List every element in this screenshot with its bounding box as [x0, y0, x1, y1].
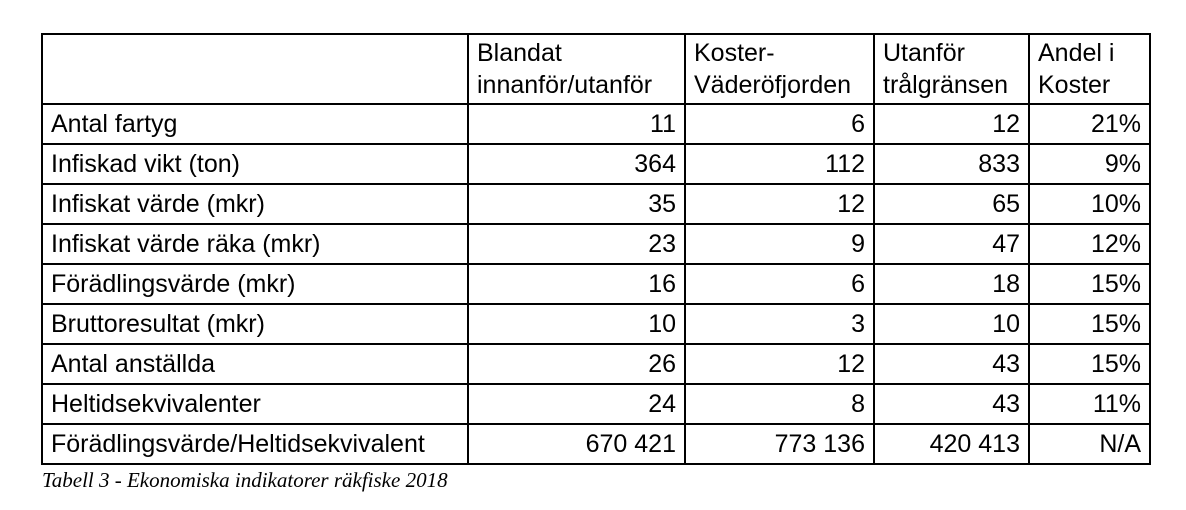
value-cell: 10 — [468, 304, 685, 344]
value-cell: 12 — [685, 184, 874, 224]
header-cell-koster — [685, 34, 874, 104]
value-cell: 11% — [1029, 384, 1150, 424]
value-cell: 8 — [685, 384, 874, 424]
value-cell: 15% — [1029, 344, 1150, 384]
value-cell: 9 — [685, 224, 874, 264]
row-label-cell: Förädlingsvärde/Heltidsekvivalent — [42, 424, 468, 464]
row-label-cell: Infiskad vikt (ton) — [42, 144, 468, 184]
value-cell: 23 — [468, 224, 685, 264]
value-cell: 10% — [1029, 184, 1150, 224]
economic-indicators-table — [41, 33, 1151, 465]
row-label-cell: Antal anställda — [42, 344, 468, 384]
row-label-cell: Förädlingsvärde (mkr) — [42, 264, 468, 304]
header-cell-andel — [1029, 34, 1150, 104]
table-caption: Tabell 3 - Ekonomiska indikatorer räkfiske 2018 — [42, 468, 448, 492]
table-body — [42, 104, 1150, 464]
header-line: Utanför — [883, 39, 965, 67]
value-cell: 12% — [1029, 224, 1150, 264]
value-cell: 420 413 — [874, 424, 1029, 464]
value-cell: 15% — [1029, 304, 1150, 344]
value-cell: 65 — [874, 184, 1029, 224]
row-label-cell: Infiskat värde (mkr) — [42, 184, 468, 224]
value-cell: 15% — [1029, 264, 1150, 304]
value-cell: 10 — [874, 304, 1029, 344]
value-cell: 24 — [468, 384, 685, 424]
value-cell: 43 — [874, 344, 1029, 384]
header-line: Väderöfjorden — [694, 71, 852, 99]
row-label-cell: Antal fartyg — [42, 104, 468, 144]
table-row — [42, 104, 1150, 144]
table-row — [42, 184, 1150, 224]
header-cell-empty — [42, 34, 468, 104]
header-cell-utanfor — [874, 34, 1029, 104]
value-cell: 112 — [685, 144, 874, 184]
header-line: Andel i — [1038, 39, 1115, 67]
row-label-cell: Heltidsekvivalenter — [42, 384, 468, 424]
value-cell: 3 — [685, 304, 874, 344]
value-cell: 833 — [874, 144, 1029, 184]
value-cell: 12 — [874, 104, 1029, 144]
value-cell: N/A — [1029, 424, 1150, 464]
header-line: innanför/utanför — [477, 71, 653, 99]
table-row — [42, 304, 1150, 344]
value-cell: 6 — [685, 264, 874, 304]
header-line: trålgränsen — [883, 71, 1009, 99]
table-header — [42, 34, 1150, 104]
value-cell: 364 — [468, 144, 685, 184]
header-line: Blandat — [477, 39, 562, 67]
value-cell: 18 — [874, 264, 1029, 304]
value-cell: 47 — [874, 224, 1029, 264]
value-cell: 6 — [685, 104, 874, 144]
value-cell: 35 — [468, 184, 685, 224]
row-label-cell: Bruttoresultat (mkr) — [42, 304, 468, 344]
table-row — [42, 424, 1150, 464]
table-row — [42, 344, 1150, 384]
header-line: Koster — [1038, 71, 1111, 99]
table-row — [42, 264, 1150, 304]
value-cell: 43 — [874, 384, 1029, 424]
value-cell: 16 — [468, 264, 685, 304]
value-cell: 773 136 — [685, 424, 874, 464]
value-cell: 670 421 — [468, 424, 685, 464]
table-row — [42, 144, 1150, 184]
header-line: Koster- — [694, 39, 775, 67]
header-cell-blandat — [468, 34, 685, 104]
header-row — [42, 34, 1150, 104]
value-cell: 12 — [685, 344, 874, 384]
value-cell: 21% — [1029, 104, 1150, 144]
value-cell: 9% — [1029, 144, 1150, 184]
value-cell: 26 — [468, 344, 685, 384]
table-row — [42, 224, 1150, 264]
row-label-cell: Infiskat värde räka (mkr) — [42, 224, 468, 264]
table-row — [42, 384, 1150, 424]
value-cell: 11 — [468, 104, 685, 144]
